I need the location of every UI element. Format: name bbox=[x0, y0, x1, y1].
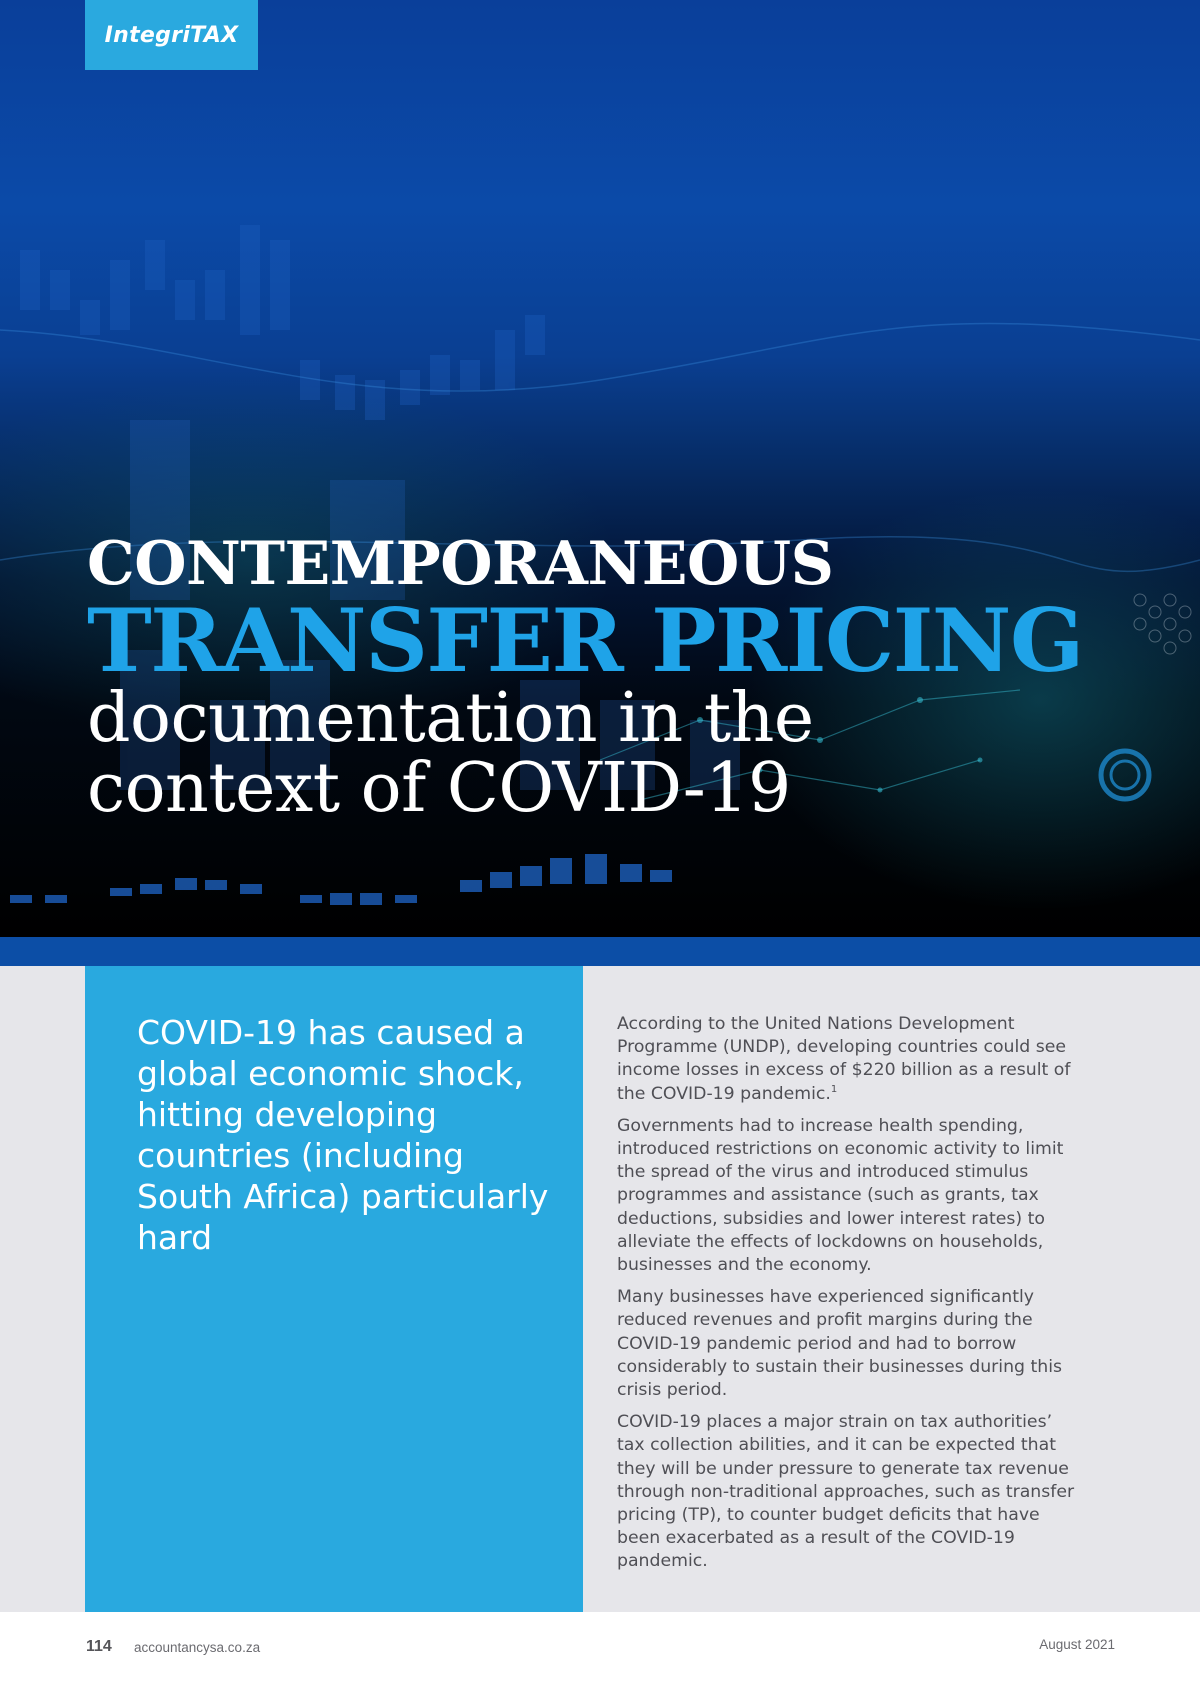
pull-quote: COVID-19 has caused a global economic shock, hitting developing countries (including South Africa) particularly hard bbox=[137, 1013, 549, 1257]
article-paragraph bbox=[617, 1013, 1085, 1106]
article-text-column bbox=[617, 1013, 1085, 1583]
article-title bbox=[87, 529, 1147, 828]
article-paragraph: Many businesses have experienced significantly reduced revenues and profit margins during the COVID-19 pandemic period and had to borrow considerably to sustain their businesses during this crisis period. bbox=[617, 1287, 1063, 1401]
brand-logo bbox=[85, 0, 258, 70]
page-number: 114 bbox=[86, 1638, 112, 1655]
website-url: accountancysa.co.za bbox=[134, 1640, 261, 1655]
article-paragraph: COVID-19 places a major strain on tax authorities’ tax collection abilities, and it can be expected that they will be under pressure to generate tax revenue through non-traditional approaches, such as transfer pricing (TP), to counter budget deficits that have been exacerbated as a result of the COVID-19 pandemic. bbox=[617, 1412, 1075, 1572]
title-line-3: documentation in the context of COVID-19 bbox=[87, 679, 814, 828]
title-line-2: TRANSFER PRICING bbox=[87, 589, 1083, 692]
paragraph-text: According to the United Nations Development Programme (UNDP), developing countries could see income losses in excess of $220 billion as a result of the COVID-19 pandemic. bbox=[617, 1014, 1071, 1104]
issue-date: August 2021 bbox=[1039, 1637, 1115, 1652]
title-line-1: CONTEMPORANEOUS bbox=[87, 529, 834, 599]
footnote-marker: 1 bbox=[830, 1083, 838, 1095]
pull-quote-panel bbox=[85, 966, 583, 1612]
page-footer bbox=[0, 1612, 1200, 1696]
brand-logo-text: IntegriTAX bbox=[104, 22, 239, 48]
article-paragraph: Governments had to increase health spending, introduced restrictions on economic activity to limit the spread of the virus and introduced stimulus programmes and assistance (such as grants, tax deductions, subsidies and lower interest rates) to alleviate the effects of lockdowns on households, businesses and the economy. bbox=[617, 1115, 1064, 1276]
hero-divider-band bbox=[0, 937, 1200, 966]
